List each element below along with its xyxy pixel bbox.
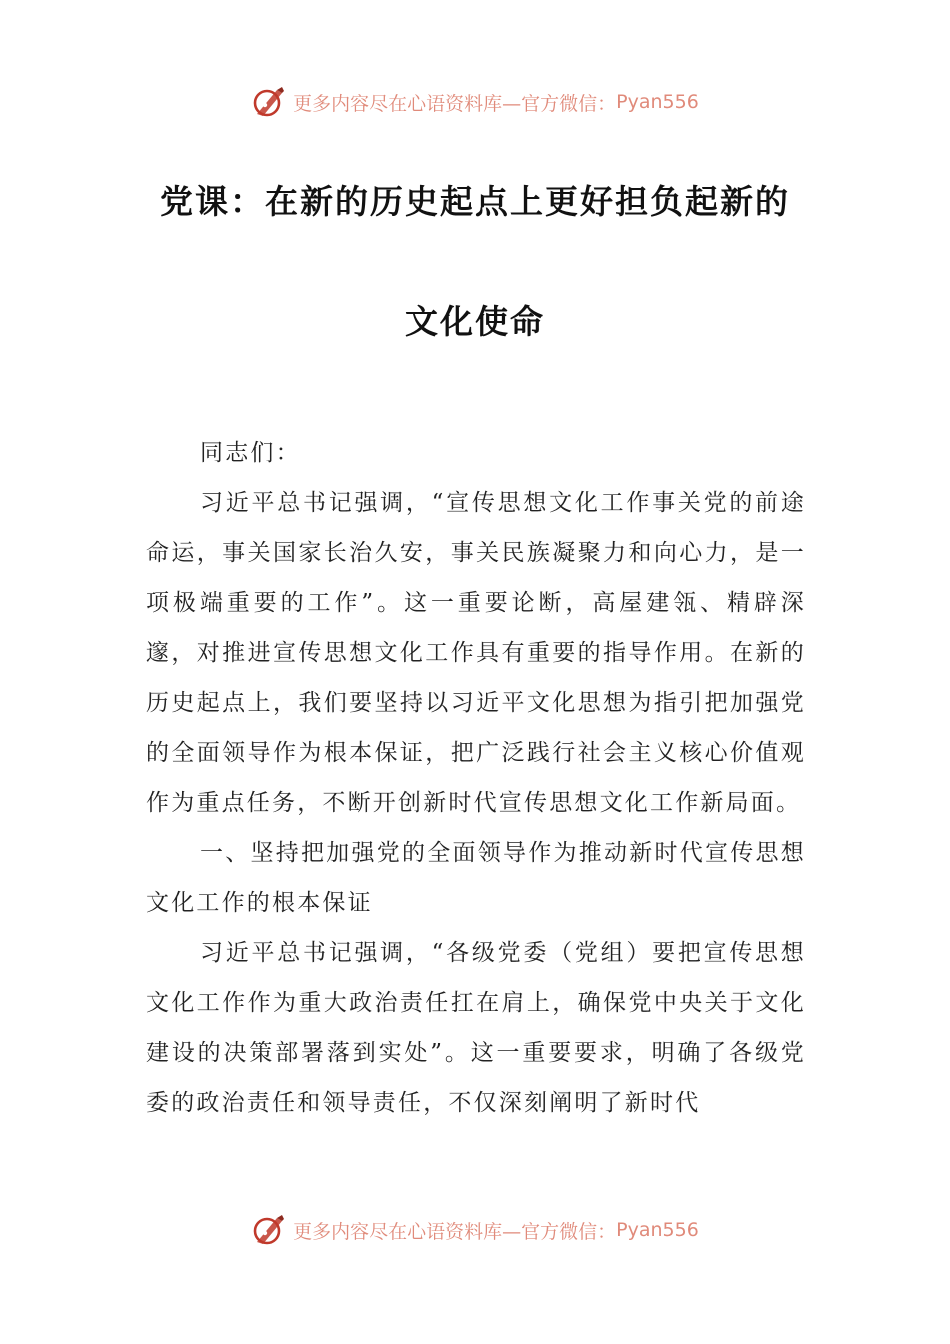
pen-logo-icon — [251, 84, 287, 120]
banner-slogan: 更多内容尽在心语资料库—官方微信： — [293, 1220, 617, 1243]
document-title-line1: 党课：在新的历史起点上更好担负起新的 — [160, 182, 790, 221]
banner-slogan: 更多内容尽在心语资料库—官方微信： — [293, 92, 617, 115]
header-banner — [0, 80, 950, 124]
document-title-line2: 文化使命 — [405, 302, 545, 341]
document-body — [146, 428, 806, 1128]
footer-banner — [0, 1208, 950, 1252]
section-heading-1: 一、坚持把加强党的全面领导作为推动新时代宣传思想文化工作的根本保证 — [146, 840, 806, 916]
intro-paragraph: 习近平总书记强调，“宣传思想文化工作事关党的前途命运，事关国家长治久安，事关民族凝聚力和向心力，是一项极端重要的工作”。这一重要论断，高屋建瓴、精辟深邃，对推进宣传思想文化工作具有重要的指导作用。在新的历史起点上，我们要坚持以习近平文化思想为指引把加强党的全面领导作为根本保证，把广泛践行社会主义核心价值观作为重点任务，不断开创新时代宣传思想文化工作新局面。 — [146, 490, 806, 816]
pen-logo-icon — [251, 1212, 287, 1248]
salutation-paragraph: 同志们： — [200, 440, 301, 466]
section-1-paragraph: 习近平总书记强调，“各级党委（党组）要把宣传思想文化工作作为重大政治责任扛在肩上，确保党中央关于文化建设的决策部署落到实处”。这一重要要求，明确了各级党委的政治责任和领导责任，不仅深刻阐明了新时代 — [146, 940, 806, 1116]
banner-wechat-id: Pyan556 — [616, 1219, 699, 1241]
banner-wechat-id: Pyan556 — [616, 91, 699, 113]
